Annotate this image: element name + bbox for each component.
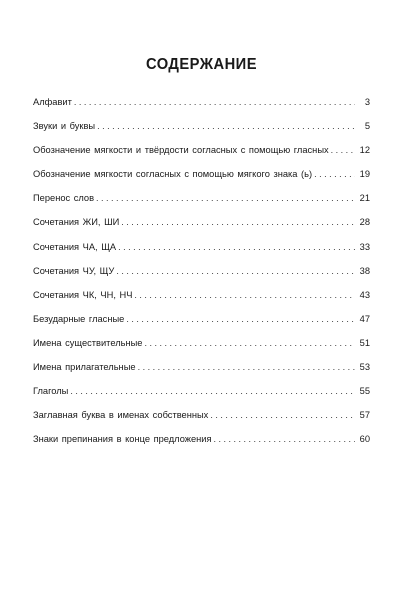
- toc-entry-label: Перенос слов: [33, 193, 95, 204]
- toc-entry-page: 5: [364, 121, 370, 132]
- toc-entry-page: 60: [359, 434, 370, 445]
- toc-entry-label: Обозначение мягкости согласных с помощью мягкого знака (ь): [33, 169, 313, 180]
- toc-entry-label: Знаки препинания в конце предложения: [33, 434, 212, 445]
- toc-dot-leader: [74, 95, 355, 109]
- toc-entry-page: 57: [359, 410, 370, 421]
- toc-entry: [33, 408, 370, 432]
- toc-dot-leader: [210, 408, 355, 422]
- toc-entry: [33, 240, 370, 264]
- toc-dot-leader: [331, 143, 355, 157]
- toc-entry-page: 3: [364, 97, 370, 107]
- toc-dot-leader: [96, 191, 355, 205]
- toc-entry-page: 47: [359, 313, 370, 324]
- toc-entry: [33, 264, 370, 288]
- toc-dot-leader: [144, 336, 355, 350]
- toc-entry-label: Имена существительные: [33, 337, 143, 348]
- toc-entry: [33, 288, 370, 312]
- toc-dot-leader: [70, 384, 355, 398]
- toc-entry-label: Имена прилагательные: [33, 362, 136, 373]
- toc-entry-page: 12: [359, 145, 370, 156]
- toc-dot-leader: [134, 288, 355, 302]
- toc-entry: [33, 360, 370, 384]
- toc-entry-label: Заглавная буква в именах собственных: [33, 410, 209, 421]
- toc-entry-page: 19: [359, 169, 370, 180]
- toc-entry-label: Сочетания ЧА, ЩА: [33, 241, 117, 252]
- toc-entry: [33, 191, 370, 215]
- toc-dot-leader: [214, 432, 355, 446]
- toc-entry-label: Безударные гласные: [33, 313, 125, 324]
- toc-entry: [33, 167, 370, 191]
- toc-entry-label: Глаголы: [33, 386, 69, 397]
- page-title: СОДЕРЖАНИЕ: [145, 56, 258, 73]
- toc-dot-leader: [314, 167, 355, 181]
- toc-entry-label: Алфавит: [33, 97, 72, 107]
- toc-entry: [33, 432, 370, 456]
- toc-entry-label: Сочетания ЧУ, ЩУ: [33, 265, 115, 276]
- toc-dot-leader: [118, 240, 355, 254]
- toc-dot-leader: [126, 312, 355, 326]
- toc-dot-leader: [97, 119, 355, 133]
- toc-entry-label: Звуки и буквы: [33, 121, 96, 132]
- toc-entry-page: 28: [359, 217, 370, 228]
- toc-entry: [33, 95, 370, 119]
- toc-entry-page: 55: [359, 386, 370, 397]
- table-of-contents: [33, 95, 370, 456]
- toc-entry: [33, 215, 370, 239]
- toc-entry: [33, 384, 370, 408]
- toc-entry-label: Обозначение мягкости и твёрдости согласных с помощью гласных: [33, 145, 329, 156]
- toc-entry-page: 38: [359, 265, 370, 276]
- toc-entry-label: Сочетания ЧК, ЧН, НЧ: [33, 289, 133, 300]
- toc-dot-leader: [121, 215, 355, 229]
- toc-entry: [33, 119, 370, 143]
- toc-entry-page: 51: [359, 337, 370, 348]
- toc-dot-leader: [138, 360, 355, 374]
- toc-entry-label: Сочетания ЖИ, ШИ: [33, 217, 120, 228]
- toc-entry: [33, 336, 370, 360]
- toc-entry-page: 33: [359, 241, 370, 252]
- toc-entry: [33, 143, 370, 167]
- toc-entry-page: 53: [359, 362, 370, 373]
- toc-entry-page: 43: [359, 289, 370, 300]
- toc-dot-leader: [116, 264, 355, 278]
- toc-entry: [33, 312, 370, 336]
- toc-entry-page: 21: [359, 193, 370, 204]
